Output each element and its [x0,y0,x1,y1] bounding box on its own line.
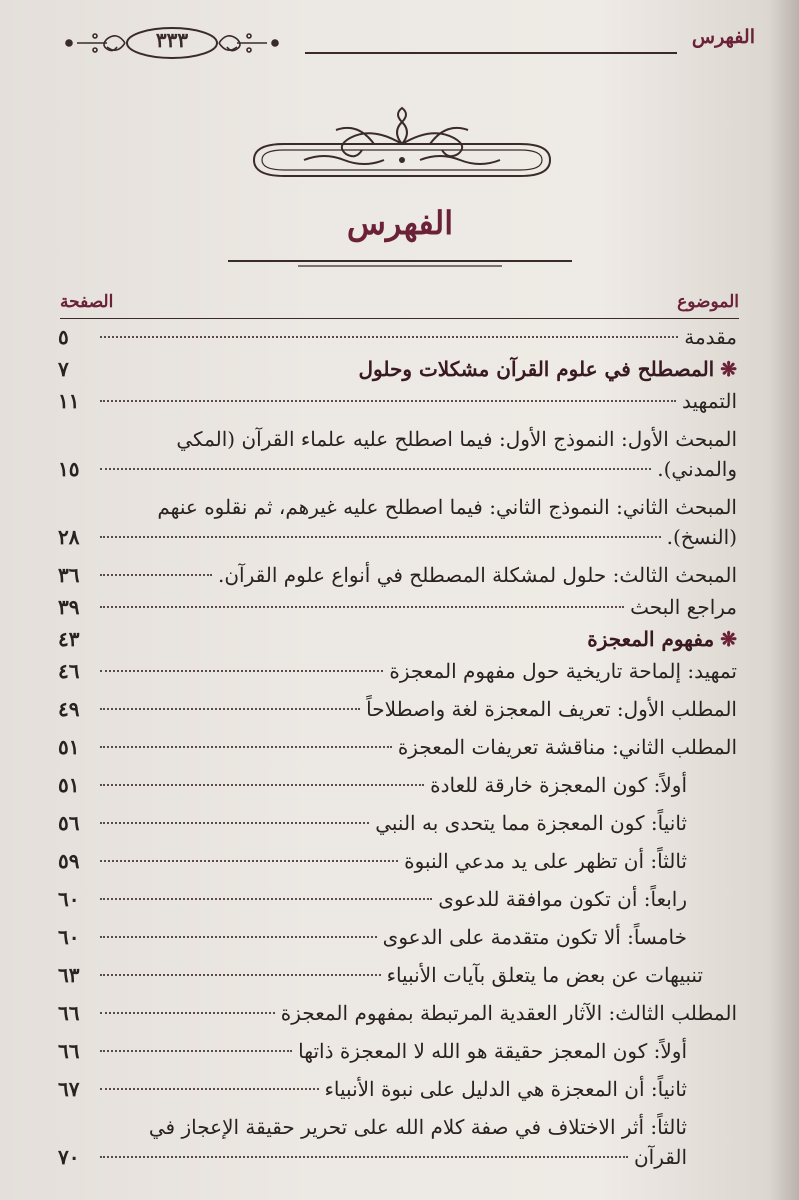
toc-entry-text: المطلب الثالث: الآثار العقدية المرتبطة بمفهوم المعجزة [280,1001,737,1025]
toc-entry [58,386,737,416]
toc-entry [58,656,737,686]
toc-entry-page: ٤٣ [58,627,80,651]
toc-entry [58,732,737,762]
title-underline [228,258,572,268]
toc-entry-text: خامساً: ألا تكون متقدمة على الدعوى [382,925,687,949]
toc-leader-dots [100,670,383,672]
toc-entry [58,1074,737,1104]
toc-leader-dots [100,1012,275,1014]
toc-entry-page: ٦٠ [58,925,80,949]
toc-entry [58,808,737,838]
toc-entry [58,922,737,952]
title-ornament-icon [244,104,560,184]
toc-entry-text: المطلب الأول: تعريف المعجزة لغة واصطلاحاً [366,697,737,721]
toc-entry-text: المبحث الثاني: النموذج الثاني: فيما اصطلح عليه غيرهم، ثم نقلوه عنهم [157,495,737,519]
running-header-page-number: ٣٣٣ [155,28,189,52]
toc-entry [58,560,737,590]
toc-entry-text-continued: القرآن [633,1145,687,1169]
toc-leader-dots [100,574,212,576]
toc-leader-dots [100,974,381,976]
toc-leader-dots [100,822,369,824]
toc-entry-text: ثالثاً: أن تظهر على يد مدعي النبوة [404,849,687,873]
toc-entry-page: ٤٦ [58,659,80,683]
toc-leader-dots [100,860,398,862]
toc-entry-page: ٤٩ [58,697,80,721]
toc-leader-dots [100,708,360,710]
toc-entry-text: المبحث الأول: النموذج الأول: فيما اصطلح عليه علماء القرآن (المكي [176,427,737,451]
toc-entry-text: المبحث الثالث: حلول لمشكلة المصطلح في أنواع علوم القرآن. [218,563,737,587]
toc-entry [58,592,737,622]
toc-entry-text: رابعاً: أن تكون موافقة للدعوى [438,887,687,911]
toc-entry [58,322,737,352]
toc-entry-text: المطلب الثاني: مناقشة تعريفات المعجزة [397,735,737,759]
toc-entry-page: ٥١ [58,735,80,759]
toc-entry [58,960,737,990]
toc-entry-page: ٦٦ [58,1039,80,1063]
table-of-contents [58,318,737,1172]
toc-entry-page: ٦٦ [58,1001,80,1025]
toc-entry-text: التمهيد [682,389,737,413]
column-headings [60,292,739,318]
toc-entry [58,846,737,876]
toc-entry-text-continued: (النسخ). [666,525,737,549]
section-asterisk-icon: ❋ [720,357,737,381]
toc-section-heading [58,624,737,654]
toc-entry-page: ١١ [58,389,80,413]
toc-entry-page: ١٥ [58,457,80,481]
toc-entry-text: أولاً: كون المعجز حقيقة هو الله لا المعجزة ذاتها [298,1039,687,1063]
toc-entry-page: ٧٠ [58,1145,80,1169]
toc-entry-page: ٢٨ [58,525,80,549]
toc-leader-dots [100,336,678,338]
toc-entry [58,770,737,800]
toc-entry-text: ثانياً: كون المعجزة مما يتحدى به النبي [375,811,687,835]
toc-entry-text-continued: والمدني). [657,457,737,481]
toc-entry-text: ثالثاً: أثر الاختلاف في صفة كلام الله على تحرير حقيقة الإعجاز في [148,1115,687,1139]
header-rule [305,52,677,54]
toc-leader-dots [100,468,651,470]
toc-entry-page: ٥٦ [58,811,80,835]
toc-entry-page: ٦٣ [58,963,80,987]
toc-leader-dots [100,1050,292,1052]
column-heading-page: الصفحة [60,292,114,312]
toc-entry-page: ٣٩ [58,595,80,619]
toc-leader-dots [100,1088,319,1090]
toc-entry-page: ٥ [58,325,69,349]
toc-entry-page: ٧ [58,357,69,381]
toc-leader-dots [100,898,432,900]
toc-section-text: مفهوم المعجزة [587,627,715,651]
toc-leader-dots [100,400,676,402]
toc-leader-dots [100,606,624,608]
toc-entry [58,694,737,724]
toc-entry-text: تنبيهات عن بعض ما يتعلق بآيات الأنبياء [386,963,703,987]
toc-entry [58,998,737,1028]
page-title: الفهرس [346,204,454,242]
toc-entry-page: ٦٠ [58,887,80,911]
toc-entry-page: ٣٦ [58,563,80,587]
toc-entry-text: مراجع البحث [630,595,737,619]
toc-leader-dots [100,784,424,786]
toc-leader-dots [100,746,392,748]
toc-entry [58,492,737,552]
toc-entry [58,1036,737,1066]
toc-entry [58,424,737,484]
toc-entry-text: أولاً: كون المعجزة خارقة للعادة [430,773,687,797]
running-header-title: الفهرس [691,26,755,48]
toc-leader-dots [100,1156,628,1158]
page-spine-shadow [769,0,799,1200]
toc-leader-dots [100,936,377,938]
toc-entry-text: تمهيد: إلماحة تاريخية حول مفهوم المعجزة [389,659,737,683]
toc-entry-page: ٥١ [58,773,80,797]
toc-entry [58,884,737,914]
toc-entry-text: ثانياً: أن المعجزة هي الدليل على نبوة الأنبياء [324,1077,687,1101]
toc-entry [58,1112,737,1172]
column-heading-topic: الموضوع [677,292,739,312]
toc-entry-text: مقدمة [684,325,737,349]
section-asterisk-icon: ❋ [720,627,737,651]
toc-entry-page: ٥٩ [58,849,80,873]
toc-entry-page: ٦٧ [58,1077,80,1101]
toc-leader-dots [100,536,661,538]
running-header [55,22,755,68]
toc-section-heading [58,354,737,384]
toc-section-text: المصطلح في علوم القرآن مشكلات وحلول [358,357,715,381]
